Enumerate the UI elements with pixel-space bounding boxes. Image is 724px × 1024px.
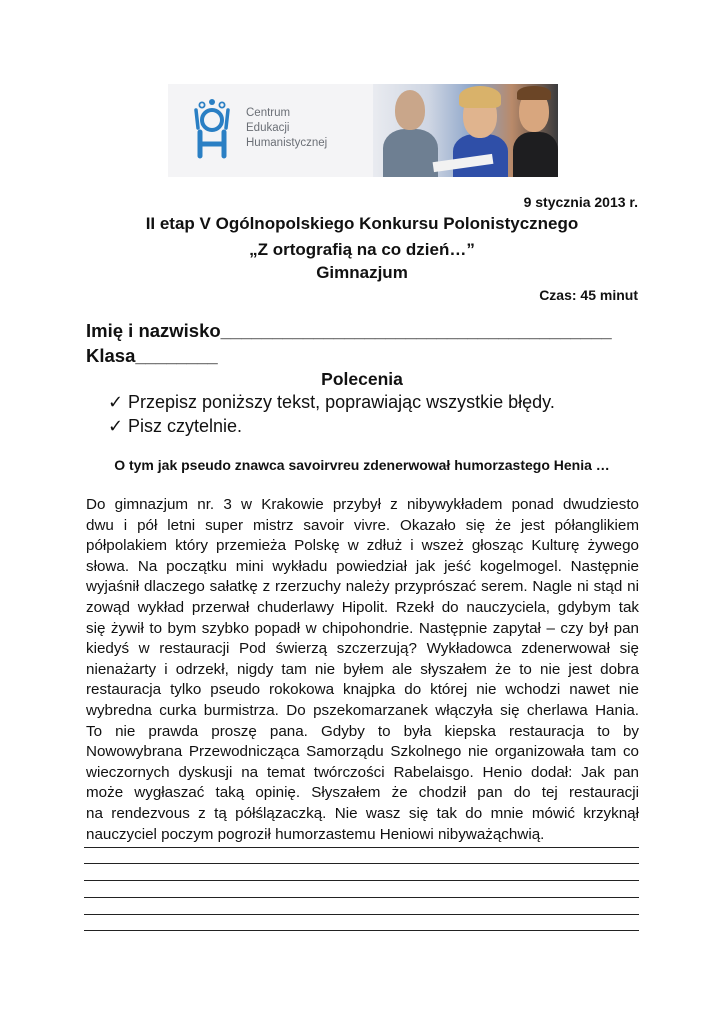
exam-time: Czas: 45 minut <box>539 287 638 303</box>
paragraph-line: się żywił to bym szybko popadł w chipohondrie. Następnie zapytał – czy był pan <box>86 619 639 637</box>
paragraph-line: Nowowybrana Przewodnicząca Samorządu Szkolnego nie organizowała tam co <box>86 743 639 761</box>
instruction-item <box>108 392 555 413</box>
instruction-item <box>108 416 242 437</box>
header-banner <box>168 84 558 177</box>
paragraph-line: zowąd wykład przerwał chuderlawy Hipolit. Rzekł do nauczyciela, gdybym tak <box>86 598 639 616</box>
logo-text <box>246 106 327 151</box>
paragraph-line: nauczyciel poczym pogroził humorzastemu Heniowi nibyważąchwią. <box>86 825 545 843</box>
exam-date: 9 stycznia 2013 r. <box>523 194 638 210</box>
paragraph-line: może wygłaszać taką opinię. Słyszałem że chodził pan do tej restauracji <box>86 784 639 802</box>
paragraph-line: Do gimnazjum nr. 3 w Krakowie przybył z nibywykładem ponad dwudziesto <box>86 496 639 513</box>
checkmark-icon: ✓ <box>108 392 124 412</box>
instructions-heading: Polecenia <box>321 369 403 389</box>
writing-line <box>84 863 639 864</box>
paragraph-line: wyjaśnił dlaczego sałatkę z rzerzuchy należy przyprószać serem. Nagle ni stąd ni <box>86 578 639 596</box>
logo-line: Humanistycznej <box>246 137 328 149</box>
dictation-paragraph <box>86 495 639 845</box>
writing-line <box>84 847 639 848</box>
paragraph-line: wieczornych dyskusji na temat twórczości Rabelaisgo. Henio dodał: Jak pan <box>86 763 639 781</box>
paragraph-line: słowa. Na początku mini wykładu powiedział jak jeść kogelmogel. Następnie <box>86 557 639 575</box>
checkmark-icon: ✓ <box>108 416 124 436</box>
writing-line <box>84 880 639 881</box>
instruction-text: Pisz czytelnie. <box>128 416 243 436</box>
logo-line: Edukacji <box>246 122 290 134</box>
paragraph-line: restauracja tylko pseudo rokokowa knajpka do której nie wchodzi nawet nie <box>86 681 639 699</box>
class-field-label: Klasa________ <box>86 345 218 366</box>
instruction-text: Przepisz poniższy tekst, poprawiając wszystkie błędy. <box>128 392 555 412</box>
ceh-logo-icon <box>190 98 234 160</box>
writing-line <box>84 897 639 898</box>
students-photo <box>373 84 558 177</box>
logo-line: Centrum <box>246 107 291 119</box>
title-line-1: II etap V Ogólnopolskiego Konkursu Polonistycznego <box>145 214 579 233</box>
writing-line <box>84 930 639 931</box>
paragraph-line: To nie prawda proszę pana. Gdyby to była kiepska restauracja to by <box>86 722 639 740</box>
name-field-label: Imię i nazwisko______________________________________ <box>86 320 612 341</box>
paragraph-line: półpolakiem który przemieża Polskę w zdłuż i wszeż głosząc Kulturę żywego <box>86 537 639 555</box>
paragraph-line: nienażarty i odrzekł, nigdy tam nie byłem ale słyszałem że to nie jest dobra <box>86 660 639 678</box>
paragraph-line: na rendezvous z tą półślązaczką. Nie wasz się tak do mnie mówić krzyknął <box>86 804 639 822</box>
paragraph-line: kiedyś w restauracji Pod świerzą szczerzują? Wykładowca zdenerwował się <box>86 640 639 658</box>
title-line-2: „Z ortografią na co dzień…” <box>249 240 475 259</box>
title-line-3: Gimnazjum <box>316 263 408 282</box>
writing-line <box>84 914 639 915</box>
paragraph-line: dwu i pół letni super mistrz savoir vivre. Okazało się że jest półanglikiem <box>86 516 639 534</box>
paragraph-line: wybredna curka burmistrza. Do pszekomarzanek włączyła się cherlawa Hania. <box>86 701 639 719</box>
text-title: O tym jak pseudo znawca savoirvreu zdenerwował humorzastego Henia … <box>114 457 610 473</box>
